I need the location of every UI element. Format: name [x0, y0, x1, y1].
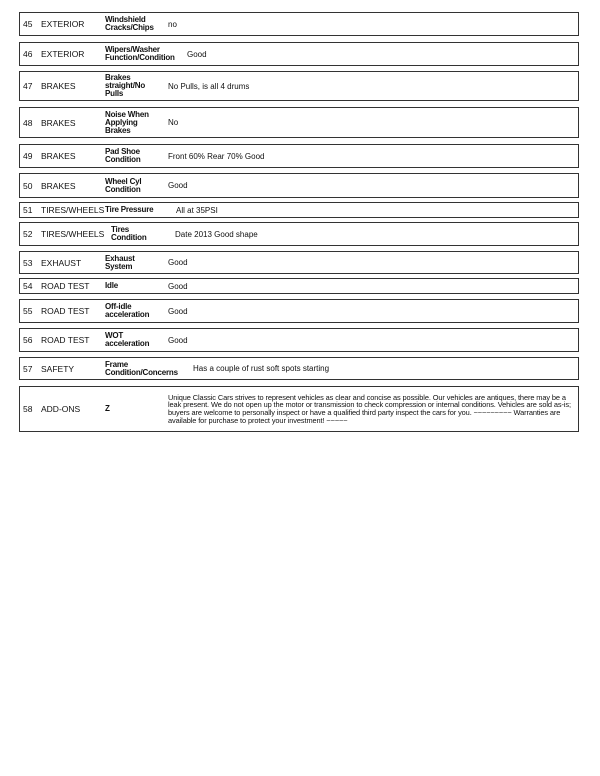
row-number: 51 — [23, 205, 33, 215]
row-category: ROAD TEST — [41, 335, 90, 345]
row-item: Tire Pressure — [105, 205, 154, 214]
row-category: TIRES/WHEELS — [41, 229, 105, 239]
table-row — [19, 278, 579, 294]
table-row — [19, 251, 579, 274]
row-category: EXHAUST — [41, 257, 82, 268]
row-category: EXTERIOR — [41, 49, 85, 59]
row-category: TIRES/WHEELS — [41, 205, 105, 215]
row-value: Good — [168, 306, 188, 316]
table-row — [19, 42, 579, 66]
row-value: No Pulls, is all 4 drums — [168, 81, 250, 91]
row-value: Good — [168, 181, 188, 190]
row-value: Good — [187, 49, 207, 59]
row-value: Unique Classic Cars strives to represent vehicles as clear and concise as possible. Our vehicles are antiques, there may be a leak present. We do not open up the motor or transmission to check compression or internal conditions. Vehicles are sold as-is; buyers are welcome to personally inspect or have a qualified third party inspect the cars for you. ~~~~~~~~~ Warranties are available for purchase to protect your investment! ~~~~~ — [168, 392, 571, 425]
row-item: WOT acceleration — [105, 331, 150, 348]
table-row — [19, 299, 579, 323]
row-value: Date 2013 Good shape — [175, 229, 258, 239]
row-category: BRAKES — [41, 117, 76, 128]
row-category: EXTERIOR — [41, 19, 85, 29]
table-row — [19, 173, 579, 198]
row-item: Brakes straight/No Pulls — [105, 73, 146, 98]
row-value: All at 35PSI — [176, 205, 218, 215]
table-row — [19, 71, 579, 101]
row-value: No — [168, 118, 179, 127]
table-row — [19, 386, 579, 432]
row-value: Has a couple of rust soft spots starting — [193, 364, 330, 373]
row-category: BRAKES — [41, 151, 76, 161]
row-value: Front 60% Rear 70% Good — [168, 151, 265, 161]
row-item: Exhaust System — [105, 253, 135, 271]
row-number: 47 — [23, 81, 33, 91]
row-number: 50 — [23, 180, 33, 191]
row-number: 45 — [23, 19, 33, 29]
table-row — [19, 12, 579, 36]
row-value: Good — [168, 281, 188, 291]
row-number: 57 — [23, 363, 33, 374]
row-value: Good — [168, 258, 188, 267]
table-row — [19, 107, 579, 138]
row-item: Tires Condition — [111, 225, 147, 242]
row-value: Good — [168, 335, 188, 345]
row-category: ROAD TEST — [41, 306, 90, 316]
row-number: 54 — [23, 281, 33, 291]
table-row — [19, 144, 579, 168]
table-row — [19, 202, 579, 218]
row-category: SAFETY — [41, 363, 75, 374]
row-category: ROAD TEST — [41, 281, 90, 291]
row-value: no — [168, 19, 177, 29]
row-number: 46 — [23, 49, 33, 59]
table-row — [19, 328, 579, 352]
row-item: Z — [105, 404, 110, 413]
row-number: 55 — [23, 306, 33, 316]
row-category: BRAKES — [41, 180, 76, 191]
row-item: Wipers/Washer Function/Condition — [105, 45, 175, 62]
row-item: Frame Condition/Concerns — [105, 359, 178, 377]
row-item: Idle — [105, 281, 118, 290]
row-category: ADD-ONS — [41, 404, 81, 414]
row-item: Off-idle acceleration — [105, 302, 150, 319]
row-category: BRAKES — [41, 81, 76, 91]
row-item: Windshield Cracks/Chips — [105, 15, 154, 32]
row-item: Pad Shoe Condition — [105, 147, 141, 164]
row-number: 52 — [23, 229, 33, 239]
row-number: 53 — [23, 257, 33, 268]
table-row — [19, 222, 579, 246]
row-number: 56 — [23, 335, 33, 345]
row-number: 49 — [23, 151, 33, 161]
row-item: Wheel Cyl Condition — [105, 176, 142, 194]
row-number: 48 — [23, 117, 33, 128]
row-number: 58 — [23, 404, 33, 414]
row-item: Noise When Applying Brakes — [105, 109, 149, 135]
table-row — [19, 357, 579, 380]
